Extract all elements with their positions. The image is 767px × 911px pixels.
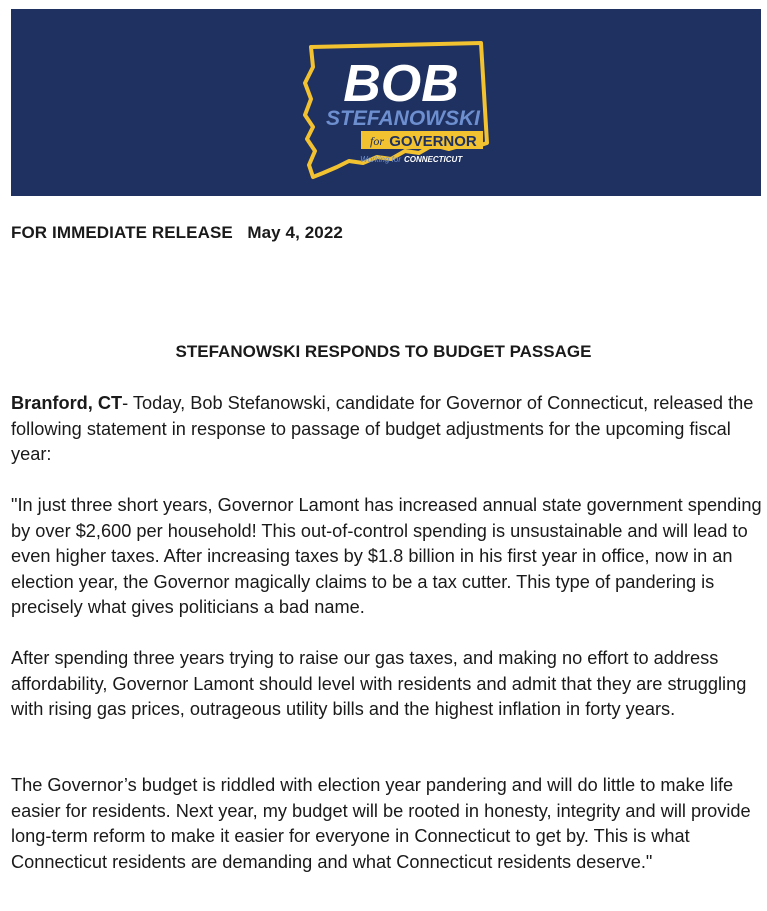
release-label: FOR IMMEDIATE RELEASE xyxy=(11,223,233,242)
header-banner xyxy=(11,9,761,196)
release-date: May 4, 2022 xyxy=(247,223,343,242)
statement-paragraph-1: "In just three short years, Governor Lamont has increased annual state government spending by over $2,600 per household! This out-of-control spending is unsustainable and will lead to even higher taxes. After increasing taxes by $1.8 billion in his first year in office, now in an election year, the Governor magically claims to be a tax cutter. This type of pandering is precisely what gives politicians a bad name. xyxy=(11,495,762,617)
logo-surname: STEFANOWSKI xyxy=(325,107,481,130)
release-line xyxy=(11,223,343,243)
dateline: Branford, CT xyxy=(11,393,123,413)
campaign-logo xyxy=(293,39,493,184)
statement-paragraph-3: The Governor’s budget is riddled with election year pandering and will do little to make life easier for residents. Next year, my budget will be rooted in honesty, integrity and will provide long-term reform to make it easier for everyone in Connecticut to get by. This is what Connecticut residents are demanding and what Connecticut residents deserve." xyxy=(11,775,751,872)
intro-text: - Today, Bob Stefanowski, candidate for Governor of Connecticut, released the following statement in response to passage of budget adjustments for the upcoming fiscal year: xyxy=(11,393,754,464)
logo-name: BOB xyxy=(343,55,459,113)
logo-for: for xyxy=(369,134,385,148)
logo-office: GOVERNOR xyxy=(389,133,477,150)
logo-tagline-prefix: Working for xyxy=(360,155,401,164)
logo-tagline-state: CONNECTICUT xyxy=(404,155,463,164)
statement-paragraph-2: After spending three years trying to raise our gas taxes, and making no effort to address affordability, Governor Lamont should level with residents and admit that they are struggling with rising gas prices, outrageous utility bills and the highest inflation in forty years. xyxy=(11,648,747,719)
intro-paragraph xyxy=(11,391,763,468)
page-title: STEFANOWSKI RESPONDS TO BUDGET PASSAGE xyxy=(175,342,592,361)
